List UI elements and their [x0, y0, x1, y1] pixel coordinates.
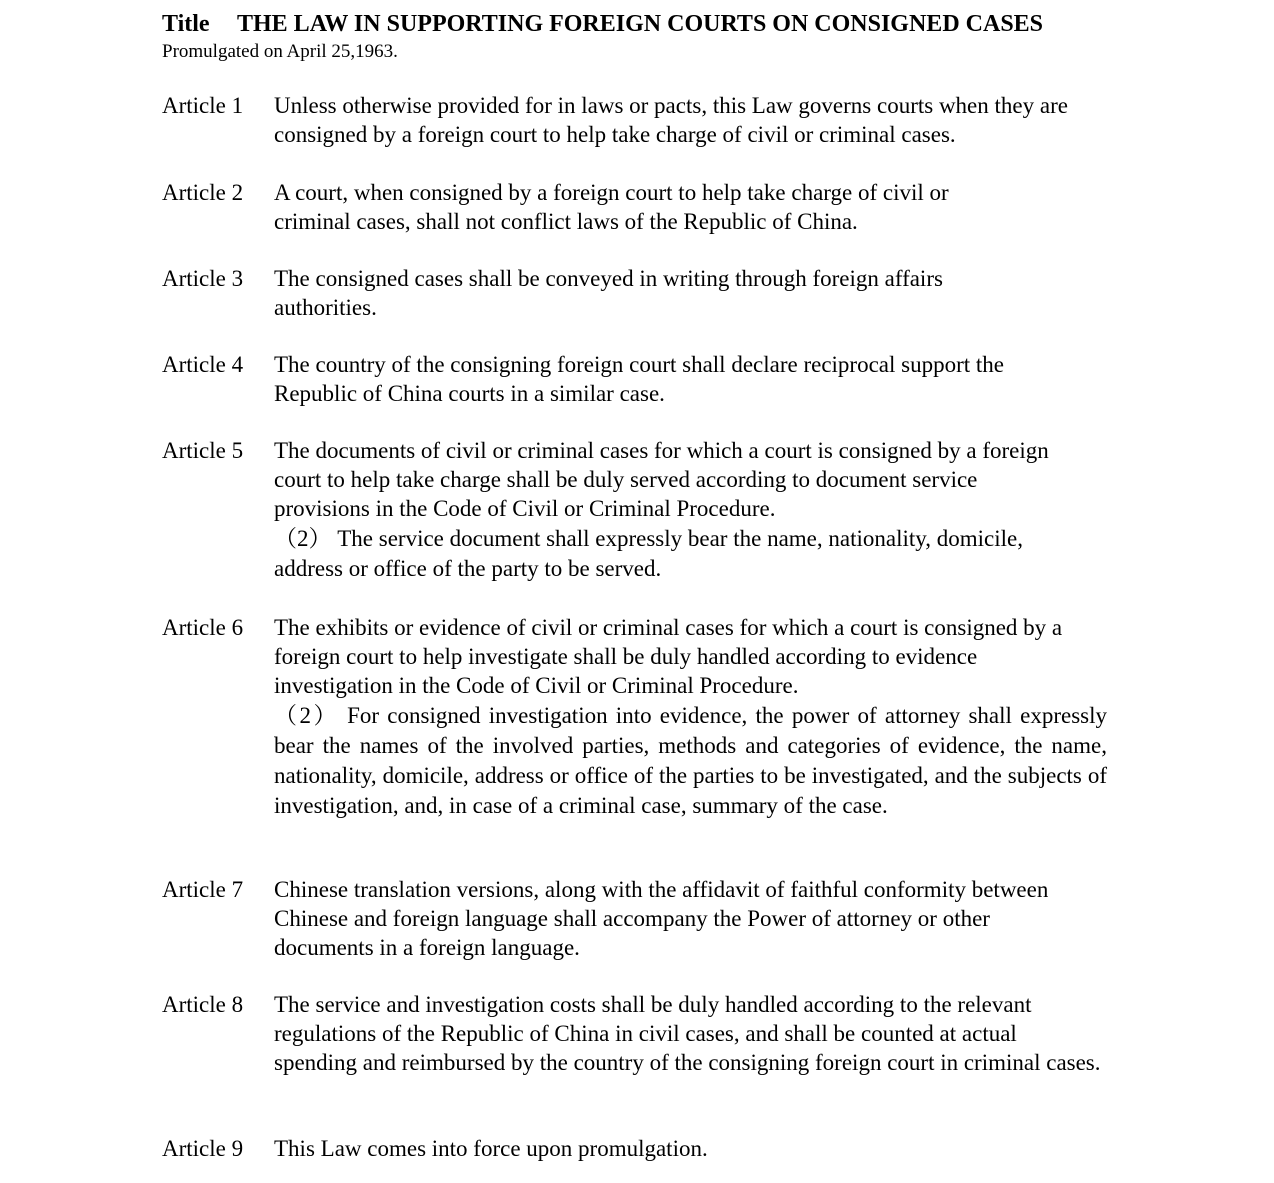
article-body [274, 436, 1076, 584]
article-label: Article 5 [162, 438, 244, 463]
article-label: Article 7 [162, 877, 244, 902]
article-label: Article 2 [162, 180, 244, 205]
article-paragraph: The exhibits or evidence of civil or criminal cases for which a court is consigned by a foreign court to help investigate shall be duly handled according to evidence investigation in the Code of Civil or Criminal Procedure. [274, 615, 1063, 698]
article-subparagraph: （2） For consigned investigation into evidence, the power of attorney shall expressly bear the names of the involved parties, methods and categories of evidence, the name, nationality, domicile, address or office of the parties to be investigated, and the subjects of investigation, and, in case of a criminal case, summary of the case. [274, 703, 1107, 818]
article-paragraph: The service and investigation costs shall be duly handled according to the relevant regulations of the Republic of China in civil cases, and shall be counted at actual spending and reimbursed by the country of the consigning foreign court in criminal cases. [274, 992, 1101, 1075]
article-paragraph: The country of the consigning foreign court shall declare reciprocal support the Republic of China courts in a similar case. [274, 352, 1004, 406]
article-paragraph: This Law comes into force upon promulgation. [274, 1136, 708, 1161]
promulgation-date: Promulgated on April 25,1963. [162, 41, 398, 62]
article-body [274, 350, 1074, 408]
article-body [274, 178, 1019, 236]
article-body [274, 264, 1014, 322]
article-body [274, 990, 1104, 1077]
article-body [274, 91, 1107, 149]
article-body [274, 1134, 1107, 1163]
article-label: Article 1 [162, 93, 244, 118]
article-paragraph: A court, when consigned by a foreign court to help take charge of civil or criminal cases, shall not conflict laws of the Republic of China. [274, 180, 949, 234]
article-label: Article 3 [162, 266, 244, 291]
article-body [274, 875, 1089, 962]
article-label: Article 8 [162, 992, 244, 1017]
article-paragraph: Unless otherwise provided for in laws or pacts, this Law governs courts when they are consigned by a foreign court to help take charge of civil or criminal cases. [274, 93, 1068, 147]
document-title: THE LAW IN SUPPORTING FOREIGN COURTS ON CONSIGNED CASES [237, 11, 1044, 37]
article-paragraph: The documents of civil or criminal cases for which a court is consigned by a foreign court to help take charge shall be duly served according to document service provisions in the Code of Civil or Criminal Procedure. [274, 438, 1049, 521]
document-title-line [162, 9, 1043, 39]
article-label: Article 4 [162, 352, 244, 377]
article-label: Article 6 [162, 615, 244, 640]
article-subparagraph: （2） The service document shall expressly bear the name, nationality, domicile, address or office of the party to be served. [274, 526, 1023, 581]
article-paragraph: The consigned cases shall be conveyed in writing through foreign affairs authorities. [274, 266, 943, 320]
article-label: Article 9 [162, 1136, 244, 1161]
article-body [274, 613, 1107, 821]
article-paragraph: Chinese translation versions, along with the affidavit of faithful conformity between Chinese and foreign language shall accompany the Power of attorney or other documents in a foreign language. [274, 877, 1049, 960]
title-label: Title [162, 11, 210, 37]
